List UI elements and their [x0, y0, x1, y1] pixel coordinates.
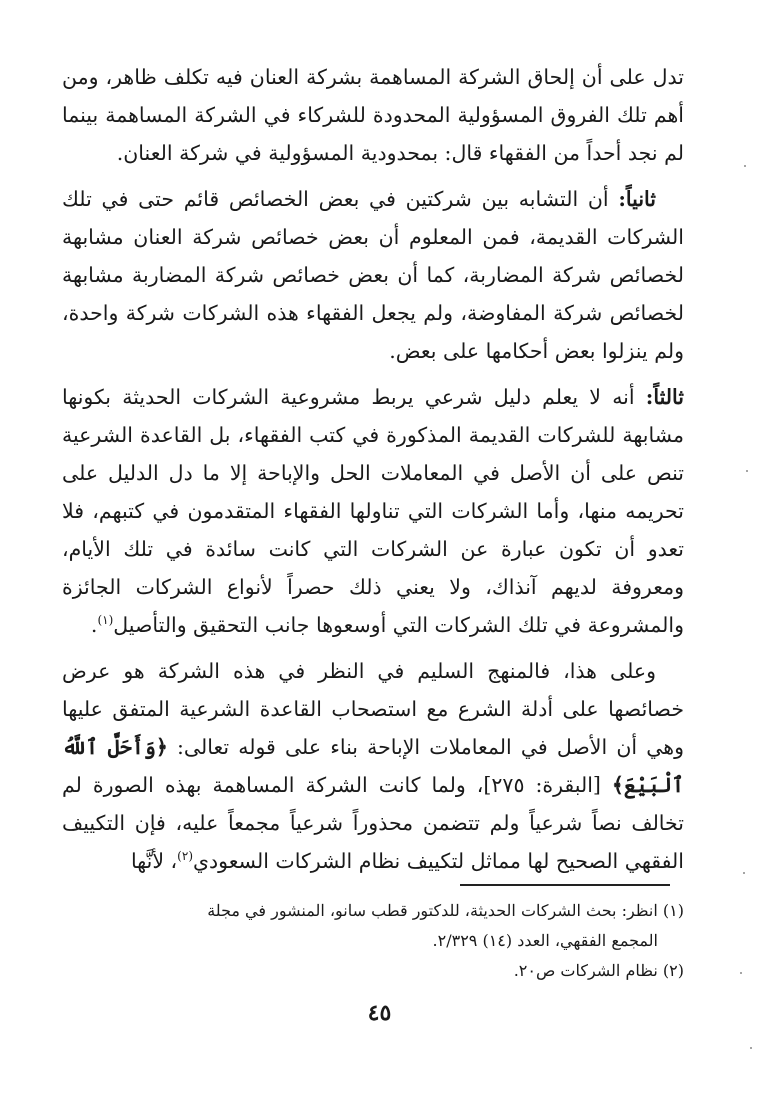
paragraph-1-text: تدل على أن إلحاق الشركة المساهمة بشركة العنان فيه تكلف ظاهر، ومن أهم تلك الفروق المسؤولية المحدودة للشركاء في الشركة المساهمة بينما لم نجد أحداً من الفقهاء قال: بمحدودية المسؤولية في شركة العنان.: [62, 65, 684, 165]
footnote-1-continuation: [62, 926, 684, 956]
footnote-ref-2[interactable]: (٢): [177, 849, 193, 864]
paragraph-3-lead: ثالثاً:: [645, 385, 684, 409]
footnote-2: [62, 956, 684, 986]
footnote-divider: [460, 884, 670, 886]
paragraph-2: [62, 180, 684, 370]
paragraph-3-end: .: [90, 613, 98, 637]
footnote-2-line1: نظام الشركات ص٢٠.: [513, 961, 663, 980]
footnote-1-number: (١): [662, 901, 684, 920]
footnote-1-line1: انظر: بحث الشركات الحديثة، للدكتور قطب سانو، المنشور في مجلة: [207, 901, 663, 920]
paragraph-1: [62, 58, 684, 172]
footnote-2-number: (٢): [662, 961, 684, 980]
footnote-1: [62, 896, 684, 926]
paragraph-2-text: أن التشابه بين شركتين في بعض الخصائص قائم حتى في تلك الشركات القديمة، فمن المعلوم أن بعض خصائص شركة العنان مشابهة لخصائص شركة المضاربة، كما أن بعض خصائص شركة المضاربة مشابهة لخصائص شركة المفاوضة، ولم يجعل الفقهاء هذه الشركات شركة واحدة، ولم ينزلوا بعض أحكامها على بعض.: [62, 187, 684, 363]
paragraph-3-text: أنه لا يعلم دليل شرعي يربط مشروعية الشركات الحديثة بكونها مشابهة للشركات القديمة المذكورة في كتب الفقهاء، بل القاعدة الشرعية تنص على أن الأصل في المعاملات الحل والإباحة إلا ما دل الدليل على تحريمه منها، وأما الشركات التي تناولها الفقهاء المتقدمون في كتبهم، فلا تعدو أن تكون عبارة عن الشركات التي كانت سائدة في تلك الأيام، ومعروفة لديهم آنذاك، ولا يعني ذلك حصراً لأنواع الشركات الجائزة والمشروعة في تلك الشركات التي أوسعوها جانب التحقيق والتأصيل: [62, 385, 684, 637]
scan-speck: [740, 972, 742, 974]
paragraph-4: [62, 652, 684, 880]
scan-speck: [744, 165, 746, 167]
page-body: [62, 58, 684, 888]
scan-speck: [750, 1047, 752, 1049]
footnote-ref-1[interactable]: (١): [97, 613, 114, 628]
paragraph-3: [62, 378, 684, 644]
footnotes-section: [62, 896, 684, 986]
page-number: ٤٥: [367, 1000, 392, 1026]
scan-speck: [743, 872, 745, 874]
paragraph-4-end: ، لأنَّها: [130, 849, 178, 873]
paragraph-4-text-a: وعلى هذا، فالمنهج السليم في النظر في هذه الشركة هو عرض خصائصها على أدلة الشرع مع استصحاب القاعدة الشرعية المتفق عليها وهي أن الأصل في المعاملات الإباحة بناء على قوله تعالى:: [62, 659, 685, 759]
paragraph-2-lead: ثانياً:: [618, 187, 656, 211]
scan-speck: [746, 470, 748, 472]
paragraph-4-text-b: [البقرة: ٢٧٥]، ولما كانت الشركة المساهمة بهذه الصورة لم تخالف نصاً شرعياً ولم تتضمن محذوراً شرعياً مجمعاً عليه، فإن التكييف الفقهي الصحيح لها مماثل لتكييف نظام الشركات السعودي: [62, 773, 684, 873]
footnote-1-line2: المجمع الفقهي، العدد (١٤) ٢/٣٢٩.: [432, 931, 658, 950]
quran-verse: ﴿وَأَحَلَّ ٱللَّهُ ٱلْبَيْعَ﴾: [62, 735, 684, 797]
